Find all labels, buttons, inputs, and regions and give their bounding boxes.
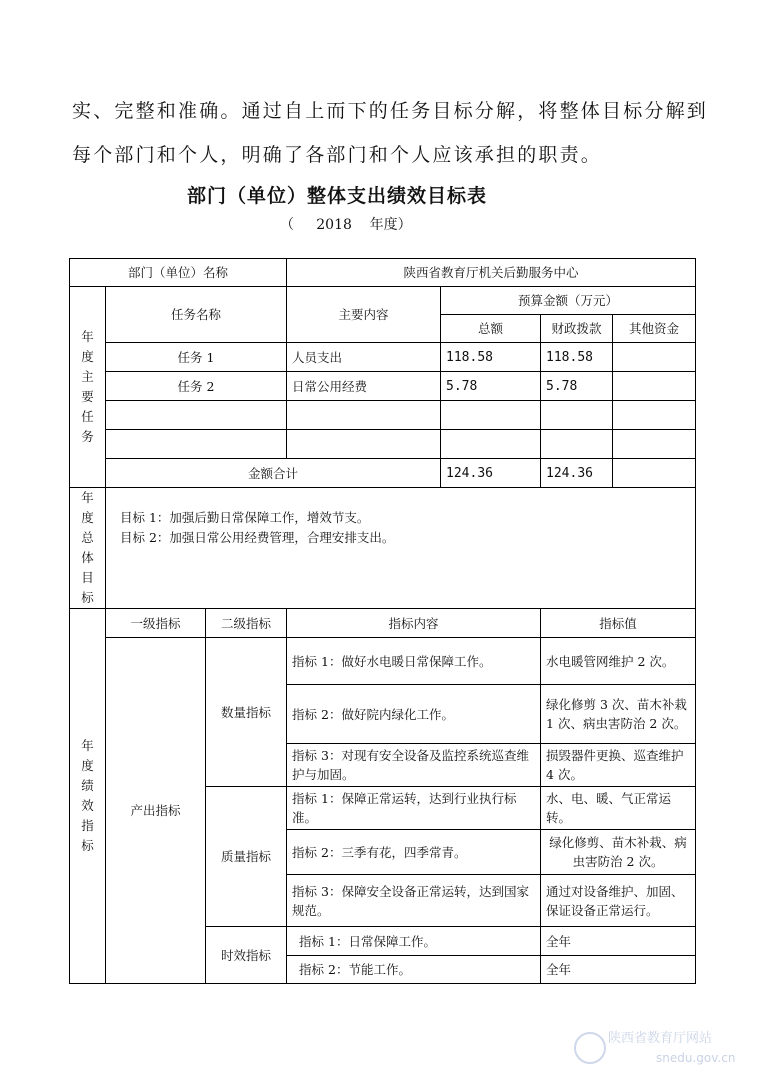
performance-target-table <box>69 258 696 984</box>
annual-tasks-label: 年 度 主 要 任 务 <box>70 287 106 488</box>
task-other <box>613 372 696 401</box>
task-total: 5.78 <box>441 372 541 401</box>
indicator-value: 水、电、暖、气正常运转。 <box>541 787 696 830</box>
indicator-content: 指标 1：做好水电暖日常保障工作。 <box>287 638 541 685</box>
sum-fiscal: 124.36 <box>541 459 613 488</box>
indicator-content: 指标 3：对现有安全设备及监控系统巡查维护与加固。 <box>287 744 541 787</box>
main-content-header: 主要内容 <box>287 287 441 343</box>
sum-total: 124.36 <box>441 459 541 488</box>
dept-name: 陕西省教育厅机关后勤服务中心 <box>287 259 696 287</box>
task-other <box>613 343 696 372</box>
indicator-value: 全年 <box>541 927 696 956</box>
content-header: 指标内容 <box>287 609 541 638</box>
task-content: 日常公用经费 <box>287 372 441 401</box>
task-name-header: 任务名称 <box>106 287 287 343</box>
level1-header: 一级指标 <box>106 609 206 638</box>
table-title: 部门（单位）整体支出绩效目标表 <box>187 185 488 207</box>
watermark-text: 陕西省教育厅网站 <box>608 1031 713 1046</box>
indicator-value: 通过对设备维护、加固、保证设备正常运行。 <box>541 875 696 927</box>
goal-item: 目标 1：加强后勤日常保障工作，增效节支。 <box>120 510 370 525</box>
indicator-label: 年 度 绩 效 指 标 <box>70 609 106 984</box>
quantity-label: 数量指标 <box>206 638 287 787</box>
indicator-content: 指标 2：做好院内绿化工作。 <box>287 685 541 744</box>
indicator-content: 指标 3：保障安全设备正常运转，达到国家规范。 <box>287 875 541 927</box>
total-header: 总额 <box>441 315 541 343</box>
other-header: 其他资金 <box>613 315 696 343</box>
intro-line-2: 每个部门和个人，明确了各部门和个人应该承担的职责。 <box>72 144 603 166</box>
output-label: 产出指标 <box>106 638 206 984</box>
table-row-empty <box>70 430 696 459</box>
year-label: （ 2018 年度） <box>280 217 412 233</box>
intro-line-1: 实、完整和准确。通过自上而下的任务目标分解，将整体目标分解到 <box>72 100 709 122</box>
emblem-icon <box>574 1032 606 1064</box>
level2-header: 二级指标 <box>206 609 287 638</box>
fiscal-header: 财政拨款 <box>541 315 613 343</box>
task-content: 人员支出 <box>287 343 441 372</box>
indicator-value: 绿化修剪 3 次、苗木补栽 1 次、病虫害防治 2 次。 <box>541 685 696 744</box>
task-fiscal: 5.78 <box>541 372 613 401</box>
indicator-value: 损毁器件更换、巡查维护 4 次。 <box>541 744 696 787</box>
dept-label: 部门（单位）名称 <box>70 259 287 287</box>
task-name: 任务 2 <box>106 372 287 401</box>
indicator-value: 绿化修剪、苗木补栽、病虫害防治 2 次。 <box>541 830 696 875</box>
timeliness-label: 时效指标 <box>206 927 287 984</box>
watermark-url: snedu.gov.cn <box>656 1051 736 1065</box>
table-row <box>70 372 696 401</box>
table-row <box>70 638 696 685</box>
table-row <box>70 343 696 372</box>
sum-label: 金额合计 <box>106 459 441 488</box>
indicator-content: 指标 2：节能工作。 <box>287 956 541 984</box>
indicator-content: 指标 1：日常保障工作。 <box>287 927 541 956</box>
quality-label: 质量指标 <box>206 787 287 927</box>
annual-goals <box>106 488 696 609</box>
indicator-value: 水电暖管网维护 2 次。 <box>541 638 696 685</box>
budget-header: 预算金额（万元） <box>441 287 696 315</box>
task-total: 118.58 <box>441 343 541 372</box>
task-fiscal: 118.58 <box>541 343 613 372</box>
annual-goal-label: 年 度 总 体 目 标 <box>70 488 106 609</box>
indicator-content: 指标 1：保障正常运转，达到行业执行标准。 <box>287 787 541 830</box>
goal-item: 目标 2：加强日常公用经费管理，合理安排支出。 <box>120 530 395 545</box>
indicator-content: 指标 2：三季有花，四季常青。 <box>287 830 541 875</box>
indicator-value: 全年 <box>541 956 696 984</box>
task-name: 任务 1 <box>106 343 287 372</box>
value-header: 指标值 <box>541 609 696 638</box>
table-row-empty <box>70 401 696 430</box>
